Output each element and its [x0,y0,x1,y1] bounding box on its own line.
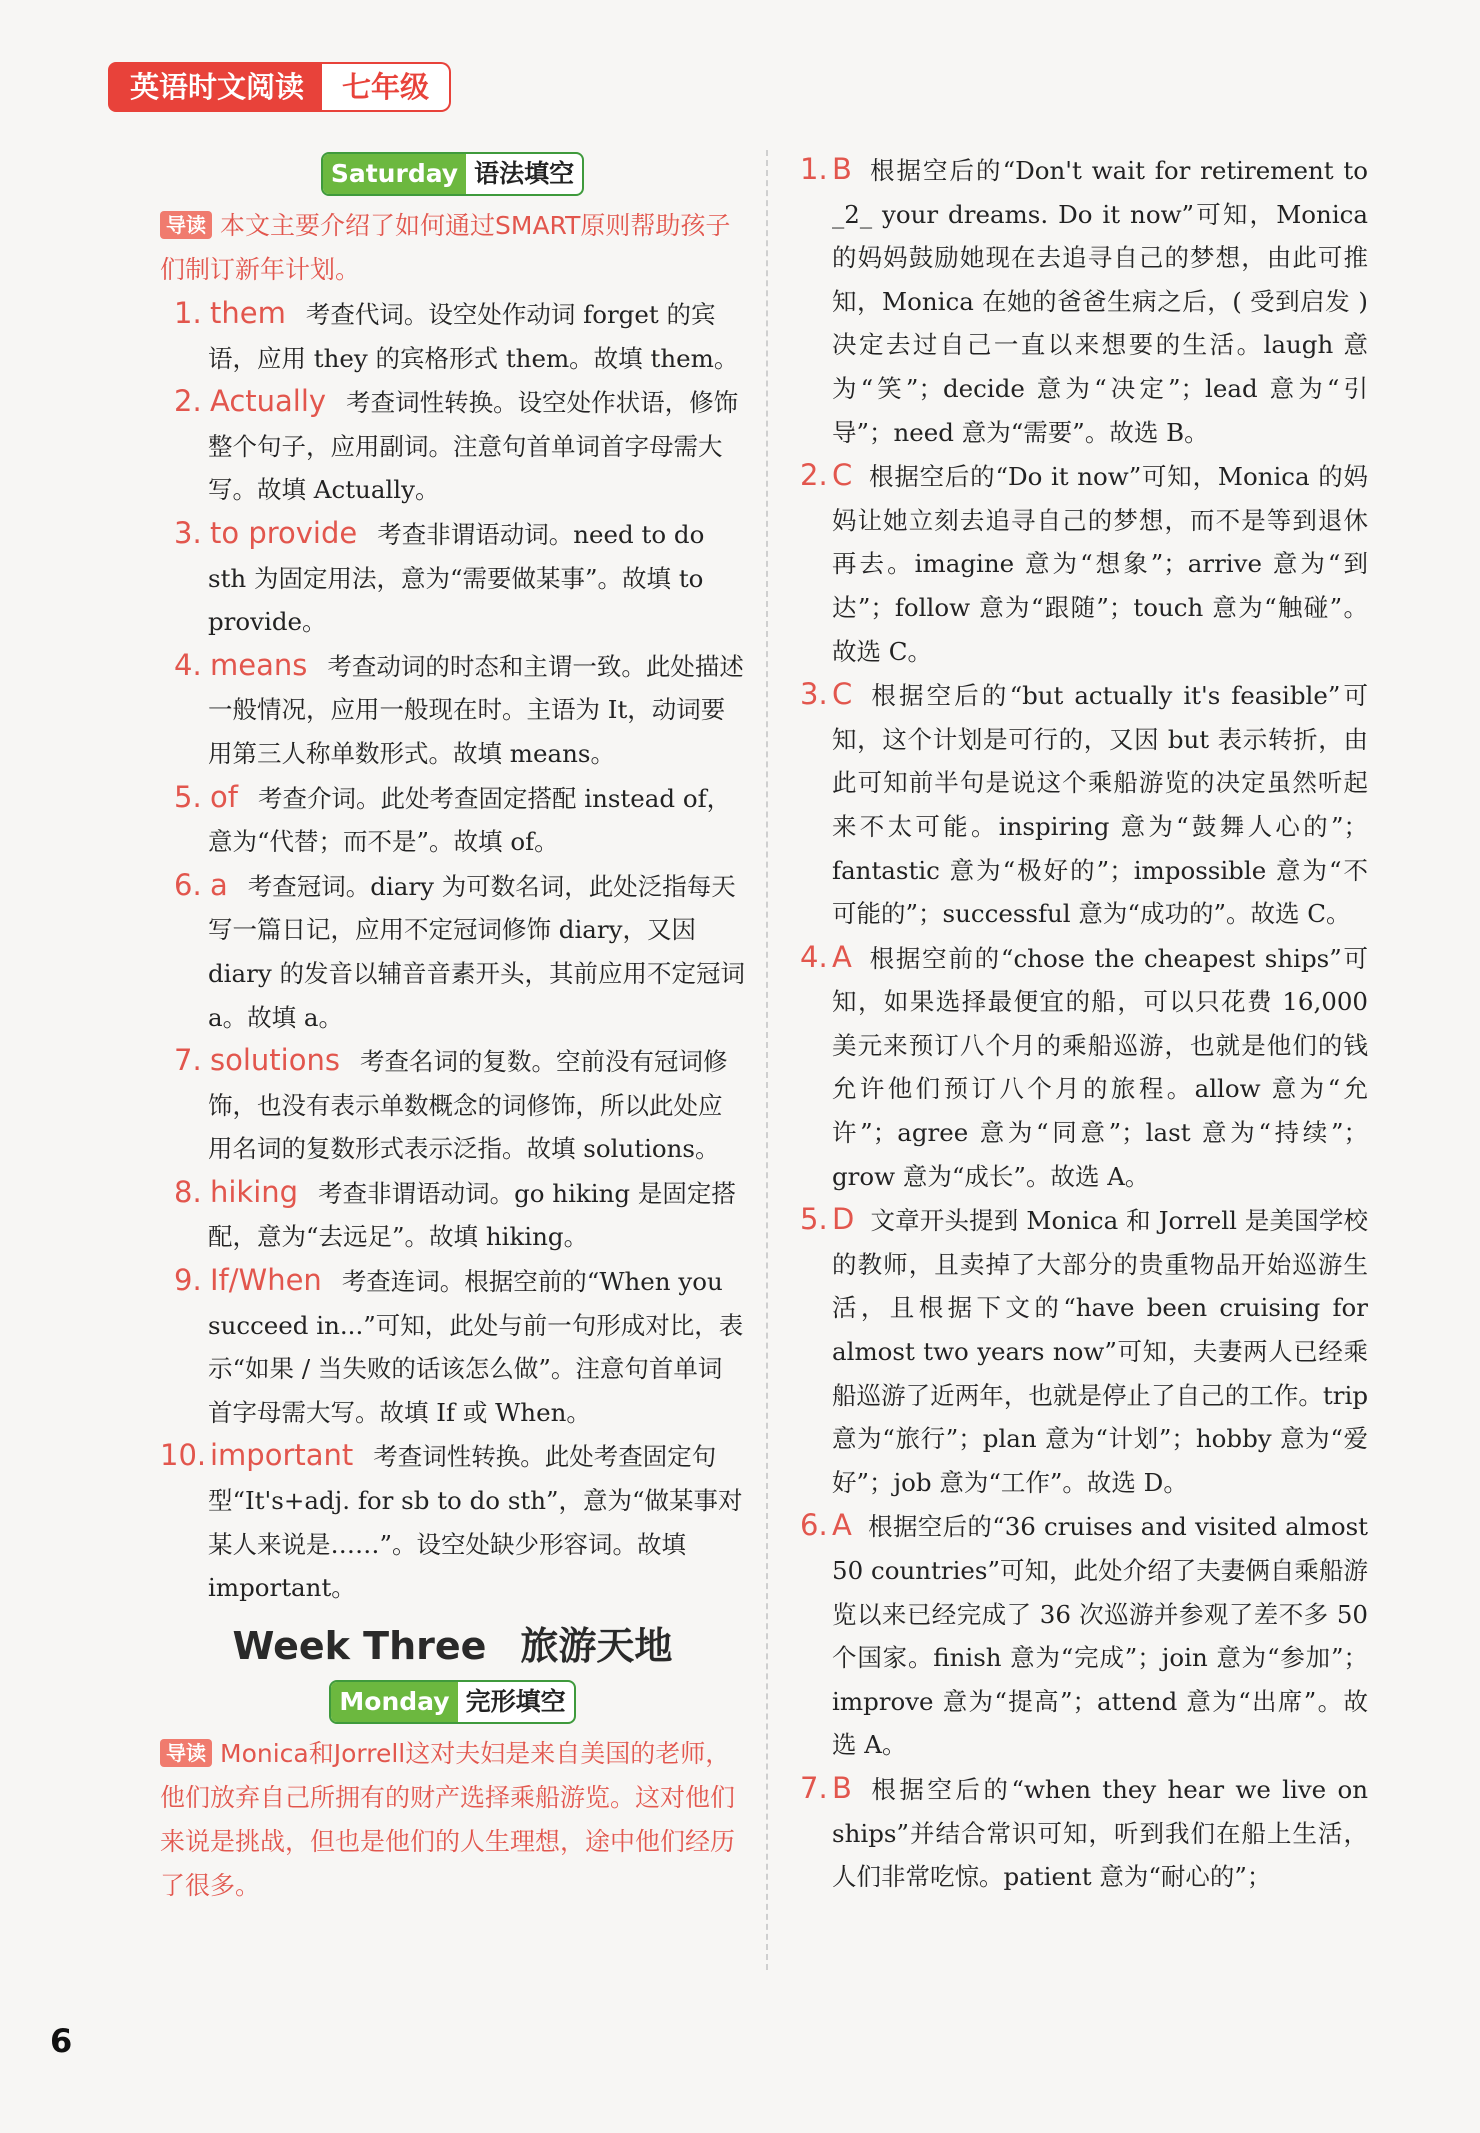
item-explanation: 考查连词。根据空前的“When you succeed in...”可知，此处与前一句形成对比，表示“如果 / 当失败的话该怎么做”。注意句首单词首字母需大写。故填 If 或 When。 [208,1267,744,1427]
item-answer: B [832,1770,852,1805]
item-number: 2. [174,384,202,419]
item-explanation: 考查词性转换。此处考查固定句型“It's+adj. for sb to do sth”，意为“做某事对某人来说是……”。设空处缺少形容词。故填 important。 [208,1442,743,1603]
item-explanation: 考查词性转换。设空处作状语，修饰整个句子，应用副词。注意句首单词首字母需大写。故填 Actually。 [208,388,739,505]
badge-type: 完形填空 [465,1686,566,1716]
guide-tag: 导读 [160,1739,212,1767]
item-number: 4. [174,647,202,682]
answer-item [160,1259,745,1434]
item-explanation: 根据空后的“Don't wait for retirement to _2_ your dreams. Do it now”可知，Monica 的妈妈鼓励她现在去追寻自己的梦想，由此可推知，Monica 在她的爸爸生病之后，( 受到启发 ) 决定去过自己一直以来想要的生活。laugh 意为“笑”；decide 意为“决定”；lead 意为“引导”；need 意为“需要”。故选 B。 [832,156,1368,447]
badge-day: Monday [331,1682,457,1722]
item-number: 1. [800,152,828,186]
badge-type: 语法填空 [474,159,575,188]
item-answer: Actually [210,384,327,419]
answer-item [160,512,745,644]
answer-item [160,380,745,512]
item-explanation: 考查非谓语动词。need to do sth 为固定用法，意为“需要做某事”。故填 to provide。 [208,519,705,637]
section-badge-saturday [321,152,584,196]
item-answer: important [210,1438,354,1473]
item-answer: them [210,296,286,330]
week-theme: 旅游天地 [520,1623,673,1668]
item-answer: A [832,1508,852,1543]
item-number: 6. [800,1508,828,1543]
item-explanation: 考查冠词。diary 为可数名词，此处泛指每天写一篇日记，应用不定冠词修饰 diary，又因 diary 的发音以辅音音素开头，其前应用不定冠词 a。故填 a。 [208,871,745,1032]
item-explanation: 文章开头提到 Monica 和 Jorrell 是美国学校的教师，且卖掉了大部分的贵重物品开始巡游生活，且根据下文的“have been cruising for almost two years now”可知，夫妻两人已经乘船巡游了近两年，也就是停止了自己的工作。trip 意为“旅行”；plan 意为“计划”；hobby 意为“爱好”；job 意为“工作”。故选 D。 [832,1206,1368,1497]
answer-item [160,292,745,380]
guide-text: 本文主要介绍了如何通过SMART原则帮助孩子们制订新年计划。 [160,211,731,284]
item-answer: If/When [210,1263,322,1298]
guide-tag: 导读 [160,211,212,239]
answer-item [800,1504,1368,1767]
item-number: 4. [800,939,828,974]
answer-item [800,673,1368,936]
item-number: 5. [800,1202,828,1237]
item-number: 3. [174,515,202,550]
item-explanation: 根据空后的“when they hear we live on ships”并结合常识可知，听到我们在船上生活，人们非常吃惊。patient 意为“耐心的”； [832,1774,1368,1892]
item-number: 1. [174,296,202,330]
item-explanation: 根据空后的“Do it now”可知，Monica 的妈妈让她立刻去追寻自己的梦想，而不是等到退休再去。imagine 意为“想象”；arrive 意为“到达”；follow 意为“跟随”；touch 意为“触碰”。故选 C。 [832,462,1368,666]
section-badge-monday [329,1680,575,1724]
item-number: 2. [800,458,828,493]
item-answer: of [210,779,238,814]
badge-day: Saturday [323,154,466,194]
answer-item [800,1767,1368,1899]
item-explanation: 根据空前的“chose the cheapest ships”可知，如果选择最便宜的船，可以只花费 16,000 美元来预订八个月的乘船巡游，也就是他们的钱允许他们预订八个月的旅程。allow 意为“允许”；agree 意为“同意”；last 意为“持续”；grow 意为“成长”。故选 A。 [832,943,1368,1191]
answer-item [800,148,1368,454]
series-title: 英语时文阅读 [108,62,322,112]
answer-item [160,1434,745,1609]
item-answer: to provide [210,515,358,550]
page-number: 6 [50,2022,73,2060]
item-number: 5. [174,779,202,814]
item-number: 7. [174,1043,202,1078]
item-answer: means [210,647,308,682]
answer-item [160,1171,745,1259]
item-answer: C [832,458,853,493]
saturday-badge-row [160,152,745,196]
right-column [800,148,1368,1899]
item-number: 3. [800,677,828,712]
answer-item [160,864,745,1039]
answer-item [800,936,1368,1199]
answer-item [160,644,745,776]
guide-paragraph [160,1732,745,1908]
answer-item [160,776,745,864]
item-number: 9. [174,1263,202,1298]
item-explanation: 根据空后的“36 cruises and visited almost 50 countries”可知，此处介绍了夫妻俩自乘船游览以来已经完成了 36 次巡游并参观了差不多 50 个国家。finish 意为“完成”；join 意为“参加”；improve 意为“提高”；attend 意为“出席”。故选 A。 [832,1512,1368,1760]
item-answer: a [210,867,228,902]
monday-badge-row [160,1680,745,1724]
item-explanation: 根据空后的“but actually it's feasible”可知，这个计划是可行的，又因 but 表示转折，由此可知前半句是说这个乘船游览的决定虽然听起来不太可能。inspiring 意为“鼓舞人心的”；fantastic 意为“极好的”；impossible 意为“不可能的”；successful 意为“成功的”。故选 C。 [832,681,1368,929]
item-number: 8. [174,1174,202,1209]
guide-text: Monica和Jorrell这对夫妇是来自美国的老师，他们放弃自己所拥有的财产选择乘船游览。这对他们来说是挑战，但也是他们的人生理想，途中他们经历了很多。 [160,1738,736,1900]
item-explanation: 考查名词的复数。空前没有冠词修饰，也没有表示单数概念的词修饰，所以此处应用名词的复数形式表示泛指。故填 solutions。 [208,1047,728,1164]
item-explanation: 考查动词的时态和主谓一致。此处描述一般情况，应用一般现在时。主语为 It，动词要用第三人称单数形式。故填 means。 [208,651,744,768]
item-explanation: 考查代词。设空处作动词 forget 的宾语，应用 they 的宾格形式 them。故填 them。 [208,300,739,373]
answer-item [160,1039,745,1171]
item-number: 10. [160,1438,207,1473]
grade-label: 七年级 [322,62,451,112]
item-answer: B [832,152,852,186]
guide-paragraph [160,204,745,292]
week-label: Week Three [232,1623,487,1668]
answer-item [800,454,1368,673]
item-answer: D [832,1202,855,1237]
answer-item [800,1198,1368,1504]
left-column [160,152,745,1908]
item-number: 6. [174,867,202,902]
week-heading [160,1616,745,1676]
item-answer: hiking [210,1174,299,1209]
header-tab [108,62,451,112]
column-divider [766,150,768,1970]
item-number: 7. [800,1770,828,1805]
item-answer: C [832,677,853,712]
item-answer: solutions [210,1043,340,1078]
item-explanation: 考查介词。此处考查固定搭配 instead of，意为“代替；而不是”。故填 of。 [208,783,732,857]
item-answer: A [832,939,852,974]
item-explanation: 考查非谓语动词。go hiking 是固定搭配，意为“去远足”。故填 hiking。 [208,1178,736,1252]
